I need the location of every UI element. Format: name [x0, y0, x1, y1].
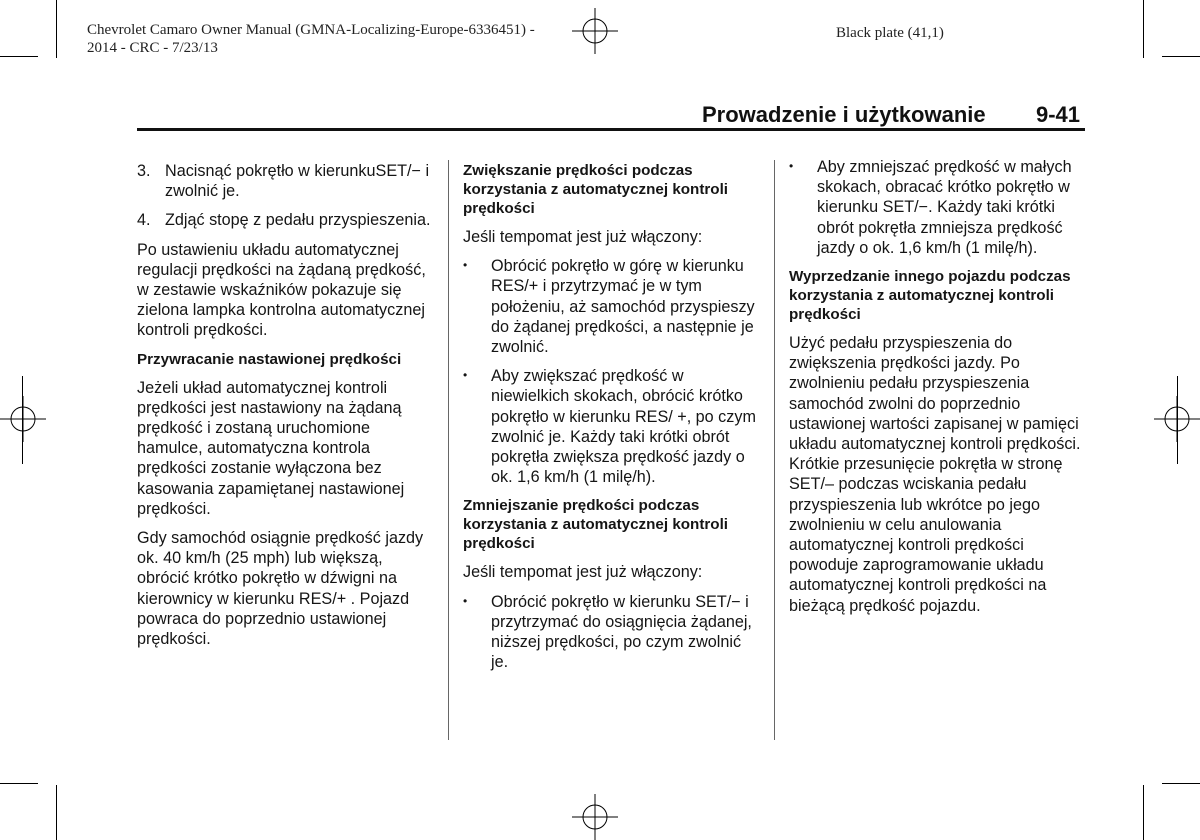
bullet-text: Obrócić pokrętło w kierunku SET/− i przytrzymać do osiągnięcia żądanej, niższej prędkości, po czym zwolnić je. — [491, 592, 752, 672]
print-meta-line: Chevrolet Camaro Owner Manual (GMNA-Localizing-Europe-6336451) - — [87, 22, 535, 38]
section-heading: Przywracanie nastawionej prędkości — [137, 350, 402, 368]
plate-label: Black plate (41,1) — [836, 25, 944, 41]
section-heading: Zmniejszanie prędkości podczas korzystania z automatycznej kontroli prędkości — [463, 497, 729, 553]
crop-mark — [0, 783, 38, 784]
bullet-icon: • — [463, 368, 468, 383]
crop-mark — [1143, 0, 1144, 58]
registration-mark-icon — [0, 396, 46, 442]
bullet-text: Aby zmniejszać prędkość w małych skokach, obracać krótko pokrętło w kierunku SET/−. Każdy taki krótki obrót pokrętła zmniejsza prędkość jazdy o ok. 1,6 km/h (1 milę/h). — [817, 158, 1072, 257]
paragraph: Gdy samochód osiągnie prędkość jazdy ok. 40 km/h (25 mph) lub większą, obrócić krótko pokrętło w dźwigni na kierownicy w kierunku RES/+ . Pojazd powraca do poprzednio ustawionej prędkości. — [137, 529, 424, 649]
page-number: 9-41 — [1036, 102, 1081, 127]
bullet-icon: • — [463, 258, 468, 273]
crop-mark — [1162, 56, 1200, 57]
numbered-step — [137, 161, 435, 201]
step-number: 3. — [137, 162, 151, 180]
print-meta-line: 2014 - CRC - 7/23/13 — [87, 40, 218, 56]
bullet-item — [463, 256, 759, 357]
registration-mark-icon — [572, 8, 618, 54]
section-title: Prowadzenie i użytkowanie — [702, 102, 986, 127]
crop-mark — [56, 785, 57, 840]
section-heading: Wyprzedzanie innego pojazdu podczas korzystania z automatycznej kontroli prędkości — [789, 268, 1071, 324]
crop-mark — [1162, 783, 1200, 784]
paragraph: Jeśli tempomat jest już włączony: — [463, 563, 703, 582]
bullet-text: Aby zwiększać prędkość w niewielkich skokach, obrócić krótko pokrętło w kierunku RES/ +, po czym zwolnić je. Każdy taki krótki obrót pokrętła zwiększa prędkość jazdy o ok. 1,6 km/h (1 milę/h). — [491, 367, 756, 487]
registration-mark-icon — [572, 794, 618, 840]
bullet-item — [463, 366, 759, 487]
bullet-icon: • — [463, 593, 468, 608]
column-divider — [448, 160, 449, 740]
header-rule — [137, 128, 1085, 131]
column-3 — [789, 157, 1085, 625]
bullet-item — [463, 592, 759, 673]
bullet-item — [789, 157, 1085, 258]
paragraph: Jeśli tempomat jest już włączony: — [463, 228, 703, 246]
crop-mark — [0, 56, 38, 57]
section-heading: Zwiększanie prędkości podczas korzystania z automatycznej kontroli prędkości — [463, 162, 729, 217]
column-2 — [463, 161, 759, 681]
bullet-icon: • — [789, 159, 794, 173]
paragraph: Jeżeli układ automatycznej kontroli prędkości jest nastawiony na żądaną prędkość i zostaną uruchomione hamulce, automatyczna kontrola prędkości zostanie wyłączona bez kasowania zapamiętanej nastawionej prędkości. — [137, 378, 405, 518]
step-number: 4. — [137, 211, 151, 230]
print-meta — [87, 21, 535, 57]
step-text: Nacisnąć pokrętło w kierunkuSET/− i zwolnić je. — [165, 162, 430, 201]
step-text: Zdjąć stopę z pedału przyspieszenia. — [165, 211, 431, 230]
crop-mark — [1177, 376, 1178, 464]
crop-mark — [22, 376, 23, 464]
paragraph: Po ustawieniu układu automatycznej regulacji prędkości na żądaną prędkość, w zestawie wskaźników pokazuje się zielona lampka kontrolna automatycznej kontroli prędkości. — [137, 240, 426, 340]
bullet-text: Obrócić pokrętło w górę w kierunku RES/+ i przytrzymać je w tym położeniu, aż samochód przyspieszy do żądanej prędkości, a następnie je zwolnić. — [491, 257, 755, 357]
column-1 — [137, 161, 435, 658]
crop-mark — [1143, 785, 1144, 840]
crop-mark — [56, 0, 57, 58]
column-divider — [774, 160, 775, 740]
paragraph: Użyć pedału przyspieszenia do zwiększenia prędkości jazdy. Po zwolnieniu pedału przyspieszenia samochód zwolni do poprzednio ustawionej wartości zapisanej w pamięci układu automatycznej kontroli prędkości. Krótkie przesunięcie pokrętła w stronę SET/– podczas wciskania pedału przyspieszenia lub wkrótce po jego zwolnieniu w celu anulowania automatycznej kontroli prędkości powoduje zaprogramowanie układu automatycznej kontroli prędkości na bieżącą prędkość pojazdu. — [789, 334, 1081, 615]
numbered-step — [137, 210, 435, 230]
